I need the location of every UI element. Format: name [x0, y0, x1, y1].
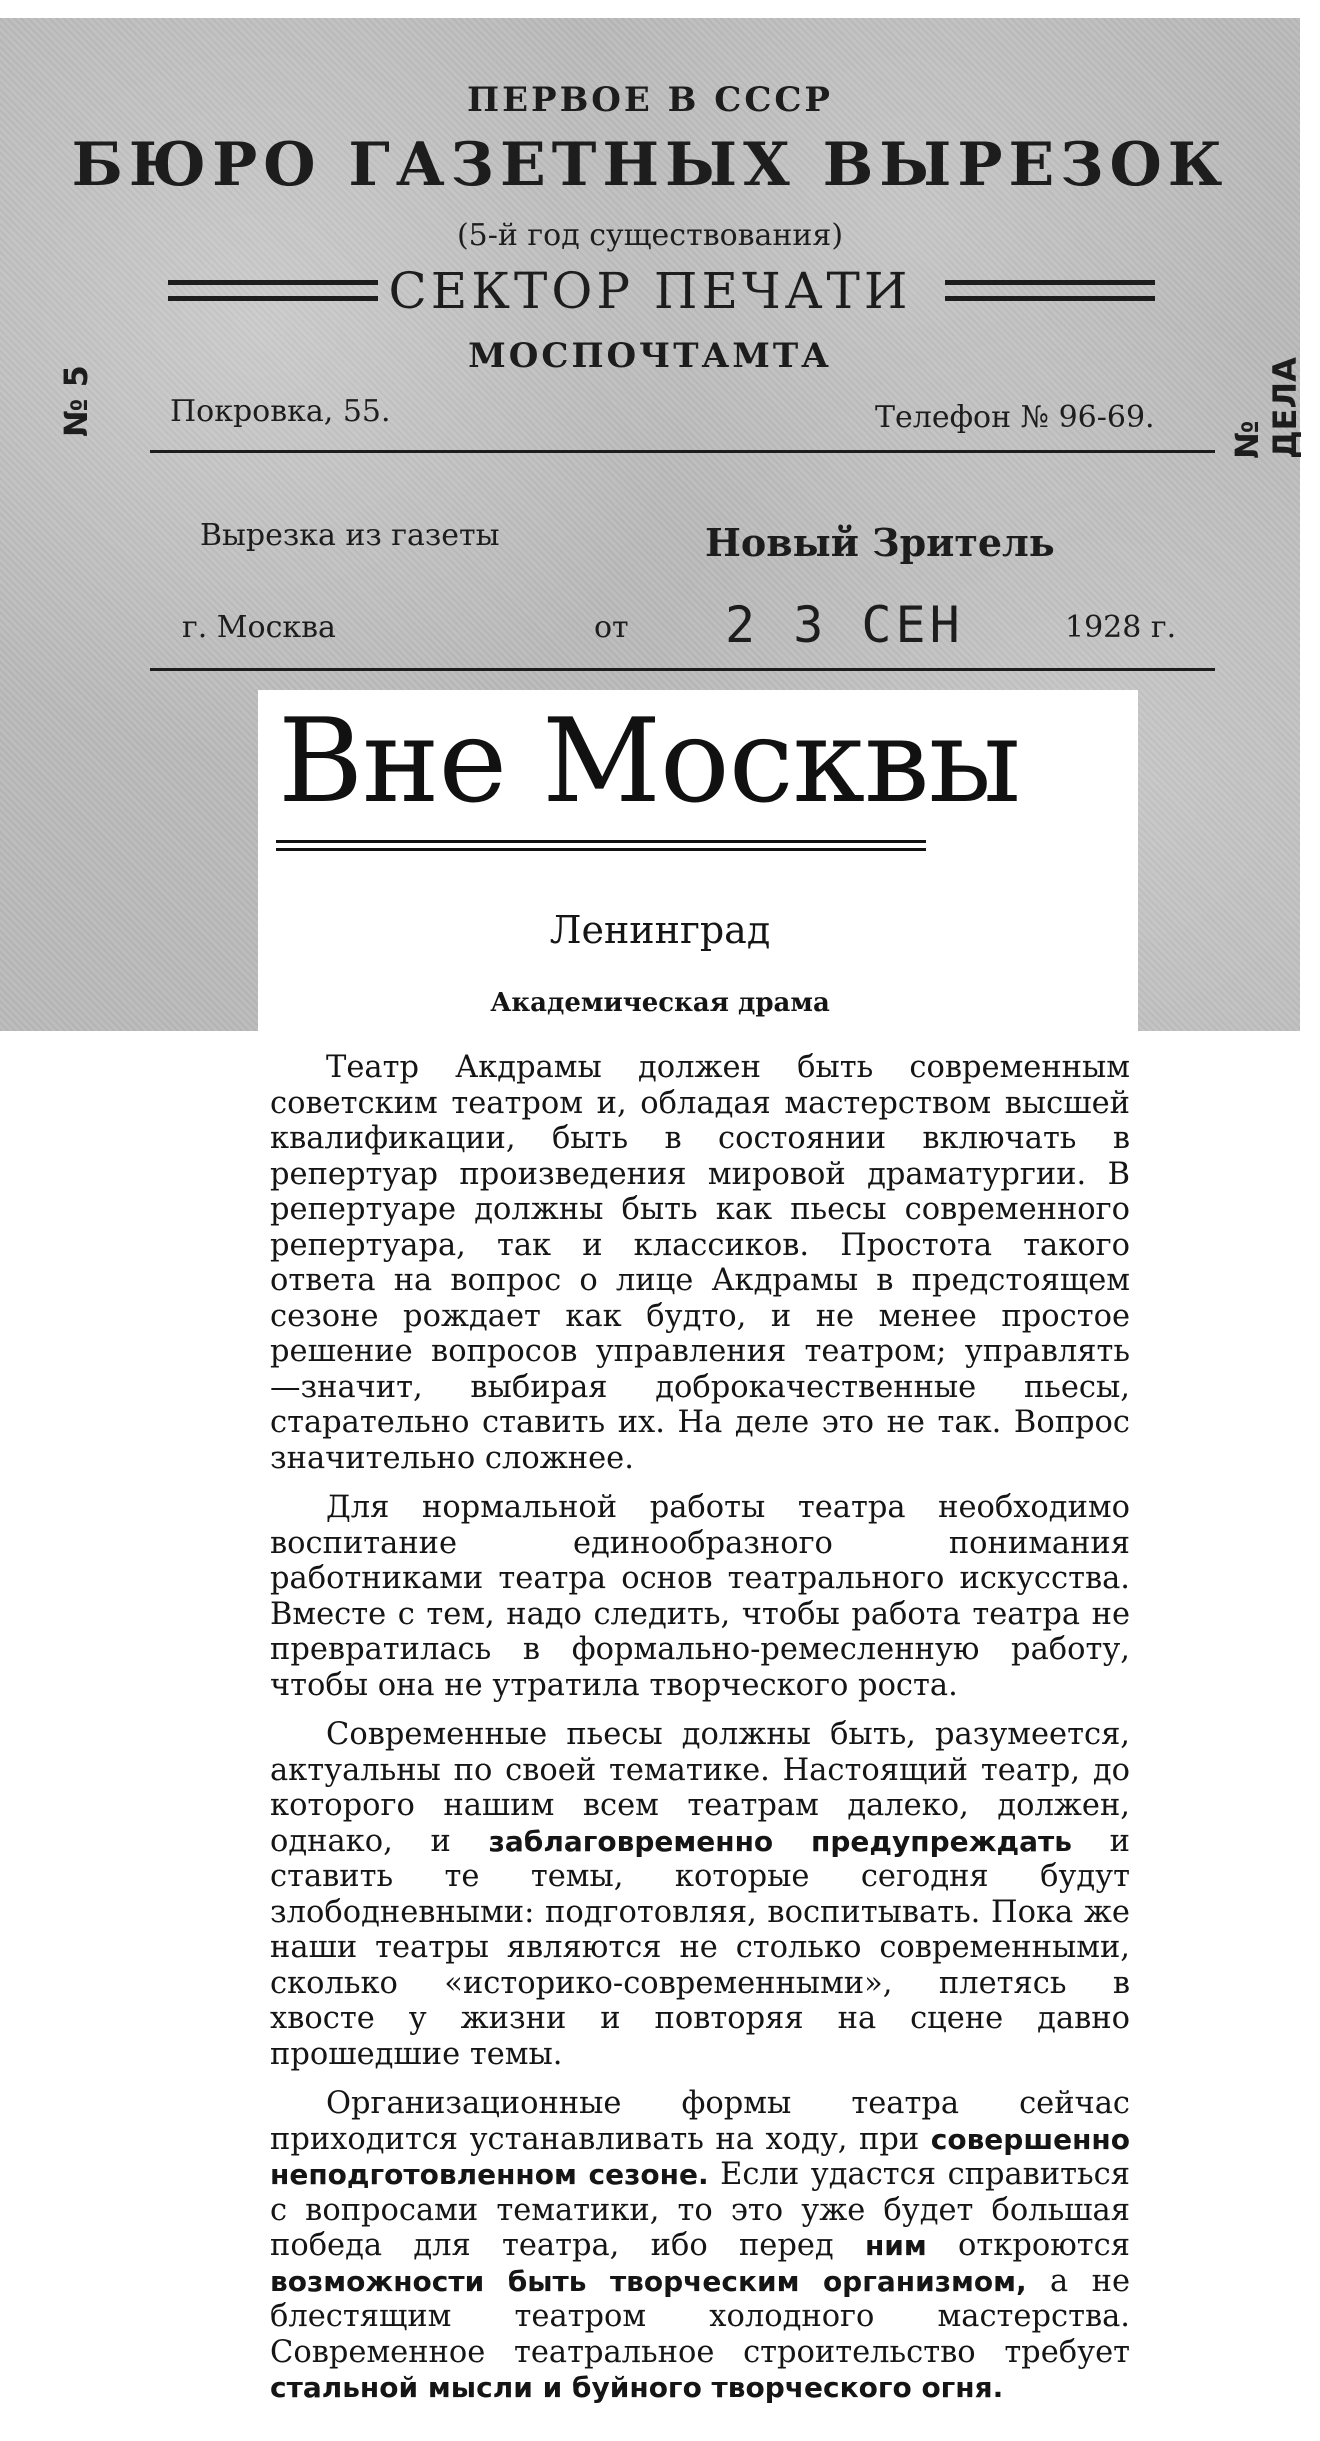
- headline-rule-1: [276, 840, 926, 843]
- paragraph-4-emphasis-4: стальной мысли и буйного творческого огня.: [270, 2371, 1004, 2404]
- newspaper-name: Новый Зритель: [705, 520, 1055, 565]
- paragraph-4-text-g: а не блестящим театром холодного мастерства. Современное театральное строительство требует: [270, 2263, 1130, 2370]
- headline-rule-2: [276, 848, 926, 851]
- article-paragraph-4: [270, 2086, 1130, 2406]
- paragraph-3-text-c: и ставить те темы, которые сегодня будут злободневными: подготовляя, воспитывать. Пока же наши театры являются не столько современными, сколько «историко-современными», плетясь в хвосте у жизни и повторяя на сцене давно прошедшие темы.: [270, 1823, 1130, 2072]
- article-city-heading: Ленинград: [549, 908, 771, 952]
- header-bureau-title: БЮРО ГАЗЕТНЫХ ВЫРЕЗОК: [71, 130, 1229, 200]
- paragraph-4-text-c: Если удастся справиться с вопросами тематики, то это уже будет большая победа для театра, ибо перед: [270, 2157, 1130, 2263]
- header-address: Покровка, 55.: [170, 394, 391, 429]
- paragraph-4-emphasis-1: совершенно неподготовленном сезоне.: [270, 2122, 1130, 2191]
- article-theatre-heading: Академическая драма: [490, 988, 830, 1018]
- clipping-from-label: Вырезка из газеты: [200, 518, 500, 553]
- clipping-city: г. Москва: [182, 610, 336, 645]
- paragraph-3-emphasis: заблаговременно предупреждать: [488, 1824, 1072, 1858]
- date-divider: [150, 668, 1215, 671]
- article-paragraph-2: Для нормальной работы театра необходимо воспитание единообразного понимания работниками театра основ театрального искусства. Вместе с тем, надо следить, чтобы работа театра не превратилась в формально-ремесленную работу, чтобы она не утратила творческого роста.: [270, 1490, 1130, 1703]
- header-phone: Телефон № 96-69.: [875, 400, 1155, 435]
- article-body: [270, 1050, 1130, 2420]
- article-paragraph-3: [270, 1717, 1130, 2072]
- article-headline: Вне Москвы: [278, 694, 1020, 829]
- paragraph-4-text-e: откроются: [926, 2228, 1130, 2263]
- left-number-label: № 5: [56, 365, 95, 437]
- header-divider: [150, 450, 1215, 453]
- header-press-sector: СЕКТОР ПЕЧАТИ: [388, 262, 912, 320]
- paragraph-3-text-a: Современные пьесы должны быть, разумеется, актуальны по своей тематике. Настоящий театр, до которого нашим всем театрам далеко, должен, однако, и: [270, 1717, 1130, 1859]
- case-number-label: № ДЕЛА: [1227, 357, 1304, 459]
- clipping-year: 1928 г.: [1065, 610, 1177, 645]
- article-paragraph-1: Театр Акдрамы должен быть современным советским театром и, обладая мастерством высшей квалификации, быть в состоянии включать в репертуар произведения мировой драматургии. В репертуаре должны быть как пьесы современного репертуара, так и классиков. Простота такого ответа на вопрос о лице Акдрамы в предстоящем сезоне рождает как будто, и не менее простое решение вопросов управления театром; управлять —значит, выбирая доброкачественные пьесы, старательно ставить их. На деле это не так. Вопрос значительно сложнее.: [270, 1050, 1130, 1476]
- header-post-office: МОСПОЧТАМТА: [468, 336, 832, 376]
- date-prefix: от: [594, 610, 629, 645]
- paragraph-4-emphasis-2: ним: [864, 2229, 927, 2262]
- paragraph-4-emphasis-3: возможности быть творческим организмом,: [270, 2264, 1027, 2298]
- paragraph-4-text-a: Организационные формы театра сейчас приходится устанавливать на ходу, при: [270, 2086, 1130, 2157]
- date-stamp: 2 3 СЕН: [725, 596, 964, 654]
- header-line-first-in-ussr: ПЕРВОЕ В СССР: [466, 80, 834, 120]
- header-years-line: (5-й год существования): [456, 218, 844, 253]
